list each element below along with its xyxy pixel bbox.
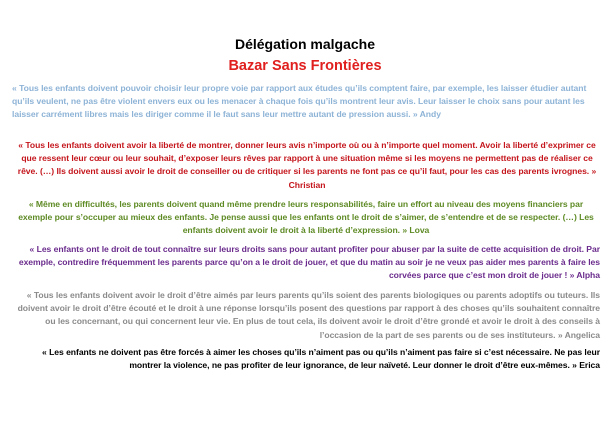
quote-erica: « Les enfants ne doivent pas être forcés à aimer les choses qu’ils n’aiment pas ou qu’ils n’aiment pas faire si c’est nécessaire. Ne pas leur montrer la violence, ne pas profiter de leur ignorance, de leur naïveté. Leur donner le droit d’être eux-mêmes. » Erica xyxy=(42,347,600,371)
quote-christian: « Tous les enfants doivent avoir la liberté de montrer, donner leurs avis n’importe où ou à n’importe quel moment. Avoir la liberté d’exprimer ce que ressent leur cœur ou leur souhait, d’exposer leurs rêves par rapport à une situation même si les moyens ne permettent pas de réaliser ce rêve. (…) Ils doivent aussi avoir le droit de conseiller ou de critiquer si les parents ne font pas ce qu’il faut, pour les cas des parents ivrognes. » Christian xyxy=(17,140,597,190)
quote-andy: « Tous les enfants doivent pouvoir choisir leur propre voie par rapport aux études qu’ils comptent faire, par exemple, les laisser étudier autant qu’ils veulent, ne pas être violent envers eux ou les menacer à chaque fois qu’ils montrent leur avis. Leur laisser le choix sans pour autant les laisser carrément libres mais les diriger comme il le faut sans leur mettre autant de pression aussi. » Andy xyxy=(12,83,587,120)
quote-lova: « Même en difficultés, les parents doivent quand même prendre leurs responsabilités, faire un effort au niveau des moyens financiers par exemple pour s’occuper au mieux des enfants. Je pense aussi que les enfants ont le droit de s’aimer, de s’entendre et de se respecter. (…) Les enfants doivent avoir le droit à la liberté d’expression. » Lova xyxy=(18,199,594,236)
page-title: Délégation malgache xyxy=(234,36,376,52)
page-subtitle: Bazar Sans Frontières xyxy=(228,58,382,74)
quote-alpha: « Les enfants ont le droit de tout connaître sur leurs droits sans pour autant profiter pour abuser par la suite de cette acquisition de droit. Par exemple, contredire fréquemment les parents parce qu’on a le droit de jouer, et que du matin au soir je ne veux pas aider mes parents à faire les corvées parce que c’est mon droit de jouer ! » Alpha xyxy=(18,244,600,281)
quote-angelica: « Tous les enfants doivent avoir le droit d’être aimés par leurs parents qu’ils soient des parents biologiques ou parents adoptifs ou tuteurs. Ils doivent avoir le droit d’être écouté et le droit à une réponse lorsqu’ils posent des questions par rapport à des choses qu’ils souhaitent connaître ou les concernant, ou qui concernent leur vie. En plus de tout cela, ils doivent avoir le droit d’être grondé et avoir le droit à des conseils à l’occasion de la part de ses parents ou de ses instituteurs. » Angelica xyxy=(17,290,600,340)
